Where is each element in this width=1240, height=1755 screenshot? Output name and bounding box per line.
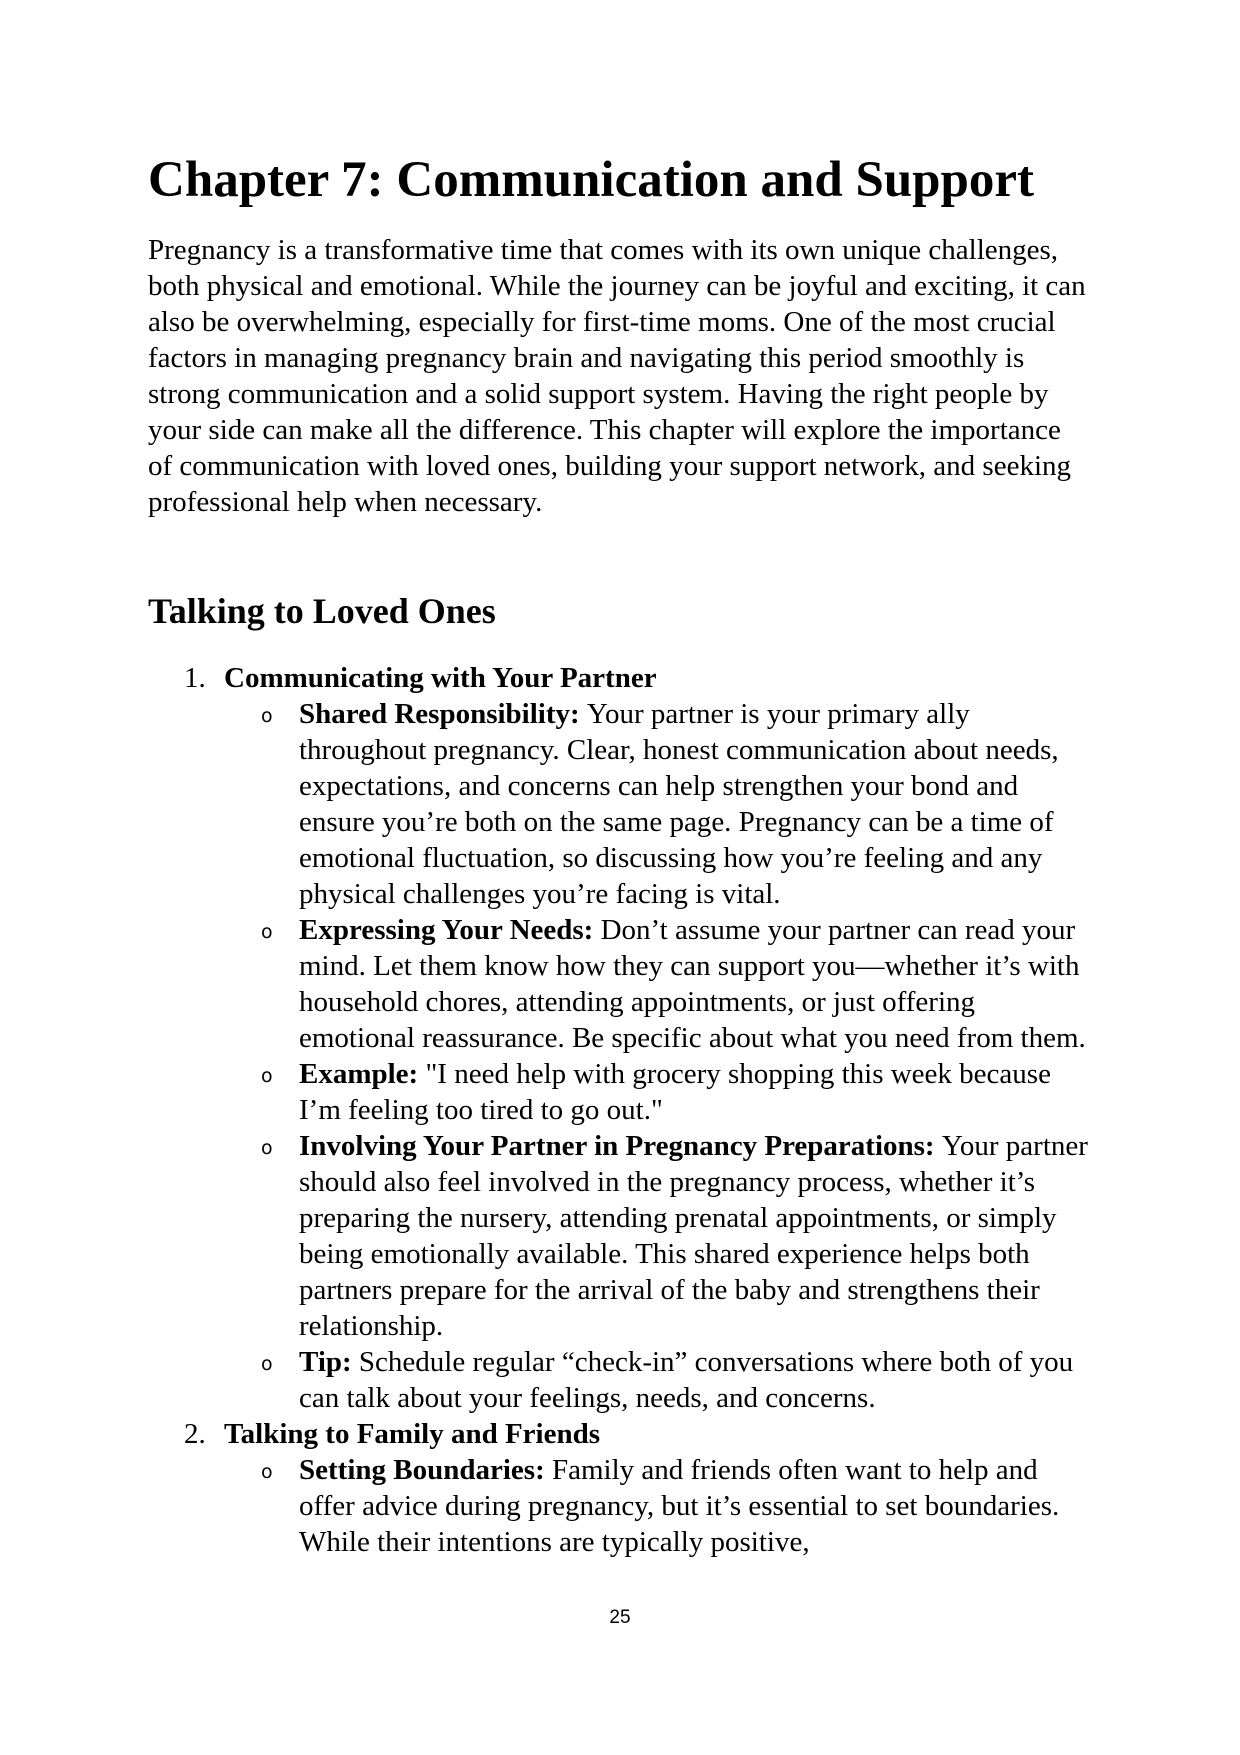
circle-bullet-icon: o: [261, 1353, 273, 1375]
circle-bullet-icon: o: [261, 1137, 273, 1159]
list-item-number: 1.: [184, 662, 206, 694]
sub-list-item: [224, 1452, 1088, 1560]
numbered-list: [148, 660, 1088, 1560]
sub-item-text: Schedule regular “check-in” conversations where both of you can talk about your feelings, needs, and concerns.: [299, 1346, 1074, 1414]
circle-bullet-icon: o: [261, 921, 273, 943]
sub-list: [224, 1452, 1088, 1560]
sub-list-item: [224, 1056, 1088, 1128]
circle-bullet-icon: o: [261, 1461, 273, 1483]
sub-list-item: [224, 1128, 1088, 1344]
sub-item-label: Expressing Your Needs:: [299, 914, 601, 946]
sub-item-text: Your partner is your primary ally throughout pregnancy. Clear, honest communication about needs, expectations, and concerns can help strengthen your bond and ensure you’re both on the same page. Pregnancy can be a time of emotional fluctuation, so discussing how you’re feeling and any physical challenges you’re facing is vital.: [299, 698, 1059, 910]
sub-item-label: Involving Your Partner in Pregnancy Preparations:: [299, 1130, 942, 1162]
sub-item-text: Your partner should also feel involved in the pregnancy process, whether it’s preparing the nursery, attending prenatal appointments, or simply being emotionally available. This shared experience helps both partners prepare for the arrival of the baby and strengthens their relationship.: [299, 1130, 1088, 1342]
list-item: [148, 660, 1088, 1416]
sub-item-label: Setting Boundaries:: [299, 1454, 552, 1486]
sub-list: [224, 696, 1088, 1416]
sub-item-label: Tip:: [299, 1346, 359, 1378]
sub-item-text: Don’t assume your partner can read your mind. Let them know how they can support you—whether it’s with household chores, attending appointments, or just offering emotional reassurance. Be specific about what you need from them.: [299, 914, 1086, 1054]
list-item-number: 2.: [184, 1418, 206, 1450]
circle-bullet-icon: o: [261, 705, 273, 727]
section-title: Talking to Loved Ones: [148, 591, 496, 631]
chapter-title: Chapter 7: Communication and Support: [148, 152, 1035, 208]
sub-list-item: [224, 1344, 1088, 1416]
sub-item-text: Family and friends often want to help and offer advice during pregnancy, but it’s essential to set boundaries. While their intentions are typically positive,: [299, 1454, 1060, 1558]
sub-item-text: "I need help with grocery shopping this week because I’m feeling too tired to go out.": [299, 1058, 1051, 1126]
page-number: 25: [609, 1607, 631, 1628]
sub-list-item: [224, 696, 1088, 912]
list-item-heading: Talking to Family and Friends: [224, 1418, 601, 1450]
sub-item-label: Shared Responsibility:: [299, 698, 587, 730]
list-item: [148, 1416, 1088, 1560]
circle-bullet-icon: o: [261, 1065, 273, 1087]
sub-list-item: [224, 912, 1088, 1056]
list-item-heading: Communicating with Your Partner: [224, 662, 657, 694]
intro-paragraph: Pregnancy is a transformative time that comes with its own unique challenges, both physical and emotional. While the journey can be joyful and exciting, it can also be overwhelming, especially for first-time moms. One of the most crucial factors in managing pregnancy brain and navigating this period smoothly is strong communication and a solid support system. Having the right people by your side can make all the difference. This chapter will explore the importance of communication with loved ones, building your support network, and seeking professional help when necessary.: [148, 234, 1086, 518]
sub-item-label: Example:: [299, 1058, 426, 1090]
